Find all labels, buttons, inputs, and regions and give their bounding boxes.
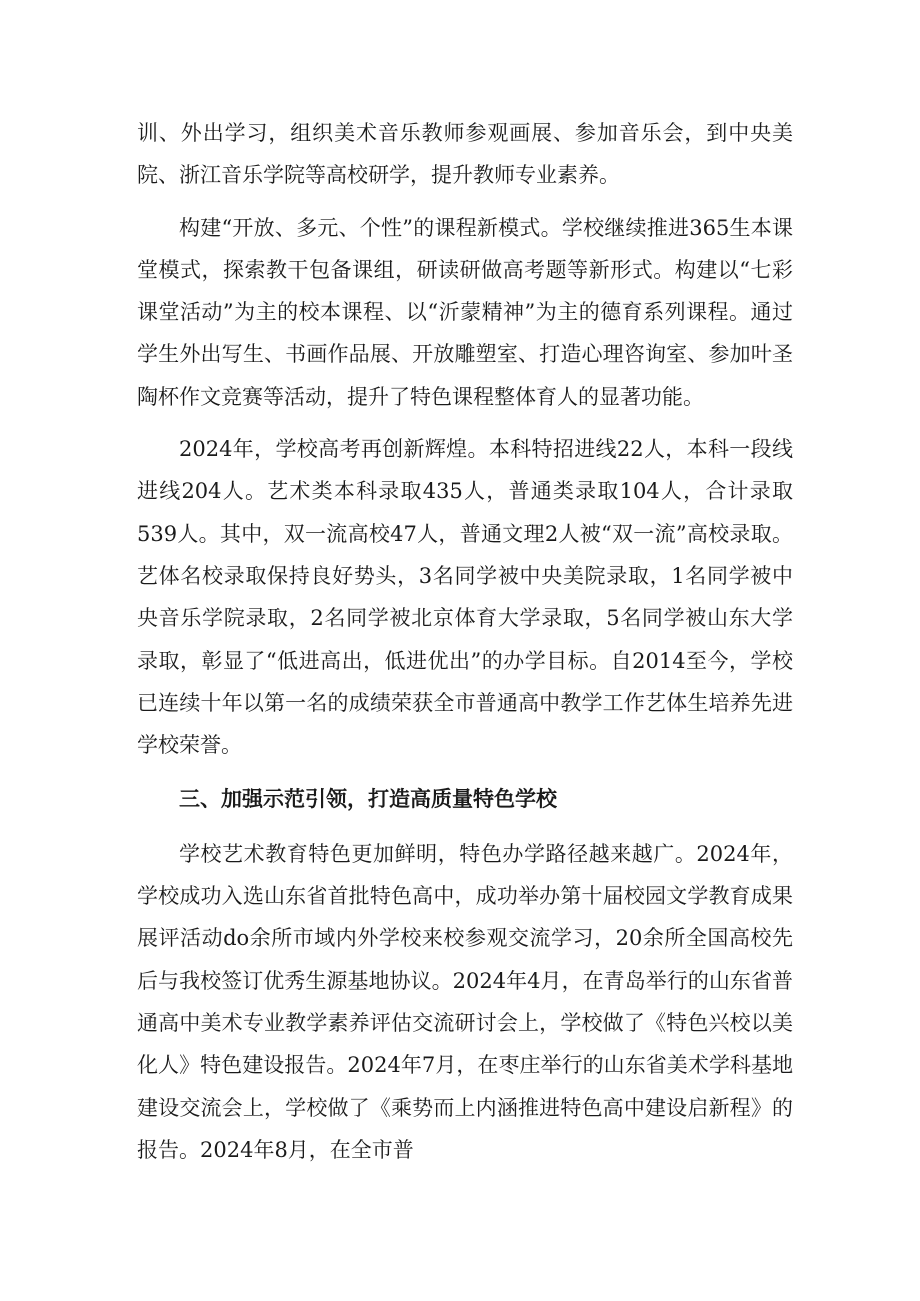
paragraph-art-education: 学校艺术教育特色更加鲜明，特色办学路径越来越广。2024年，学校成功入选山东省首批特色高中，成功举办第十届校园文学教育成果展评活动do余所市域内外学校来校参观交流学习，20余所全国高校先后与我校签订优秀生源基地协议。2024年4月，在青岛举行的山东省普通高中美术专业教学素养评估交流研讨会上，学校做了《特色兴校以美化人》特色建设报告。2024年7月，在枣庄举行的山东省美术学科基地建设交流会上，学校做了《乘势而上内涵推进特色高中建设启新程》的报告。2024年8月，在全市普	[137, 841, 793, 1162]
section-heading: 三、加强示范引领，打造高质量特色学校	[179, 787, 557, 812]
paragraph-curriculum: 构建“开放、多元、个性”的课程新模式。学校继续推进365生本课堂模式，探索教干包备课组，研读研做高考题等新形式。构建以“七彩课堂活动”为主的校本课程、以“沂蒙精神”为主的德育系列课程。通过学生外出写生、书画作品展、开放雕塑室、打造心理咨询室、参加叶圣陶杯作文竞赛等活动，提升了特色课程整体育人的显著功能。	[137, 215, 793, 409]
document-body	[137, 112, 793, 1171]
paragraph-continuation: 训、外出学习，组织美术音乐教师参观画展、参加音乐会，到中央美院、浙江音乐学院等高校研学，提升教师专业素养。	[137, 121, 793, 188]
paragraph-exam-results: 2024年，学校高考再创新辉煌。本科特招进线22人，本科一段线进线204人。艺术类本科录取435人，普通类录取104人，合计录取539人。其中，双一流高校47人，普通文理2人被“双一流”高校录取。艺体名校录取保持良好势头，3名同学被中央美院录取，1名同学被中央音乐学院录取，2名同学被北京体育大学录取，5名同学被山东大学录取，彰显了“低进高出，低进优出”的办学目标。自2014至今，学校已连续十年以第一名的成绩荣获全市普通高中教学工作艺体生培养先进学校荣誉。	[137, 437, 793, 758]
